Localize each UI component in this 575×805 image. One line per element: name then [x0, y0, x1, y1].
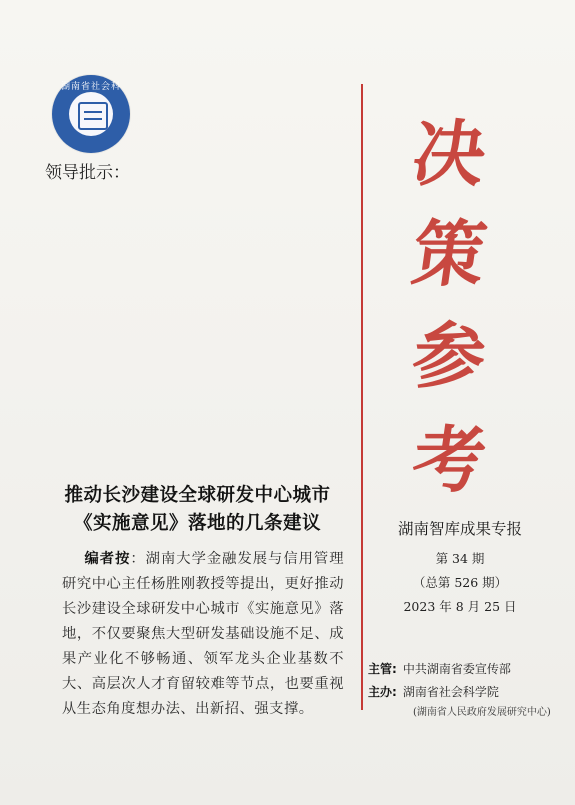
organizer-value: 湖南省社会科学院 — [402, 685, 499, 699]
issue-date: 2023 年 8 月 25 日 — [403, 599, 517, 614]
editor-note-text: ：湖南大学金融发展与信用管理研究中心主任杨胜刚教授等提出，更好推动长沙建设全球研发中心城市《实施意见》落地，不仅要聚焦大型研发基础设施不足、成果产业化不够畅通、领军龙头企业基数不大、高层次人才育留较难等节点，也要重视从生态角度想办法、出新招、强支撑。 — [62, 551, 345, 717]
editor-note — [62, 547, 344, 722]
supervisor-label: 主管: — [368, 662, 397, 676]
organizer-label: 主办: — [368, 685, 397, 699]
organizer-subtitle: (湖南省人民政府发展研究中心) — [413, 707, 551, 718]
supervisor-value: 中共湖南省委宣传部 — [402, 662, 511, 676]
article-title-line2: 《实施意见》落地的几条建议 — [73, 513, 321, 534]
leader-instructions-label: 领导批示： — [45, 163, 130, 183]
issue-number: 第 34 期 — [435, 551, 485, 566]
organizer-row — [368, 683, 568, 700]
brand-char-2: 策 — [407, 211, 492, 296]
brand-char-4: 考 — [407, 417, 492, 502]
editor-note-label: 编者按 — [84, 551, 131, 567]
seal-ring-text: 湖南省社会科 — [60, 82, 121, 92]
total-issue-number: （总第 526 期） — [412, 575, 508, 590]
brand-char-3: 参 — [407, 313, 492, 398]
seal-center — [69, 92, 113, 136]
seal-emblem-icon — [78, 102, 108, 130]
brand-char-1: 决 — [407, 111, 492, 196]
vertical-red-divider — [361, 84, 363, 710]
article-title-line1: 推动长沙建设全球研发中心城市 — [64, 485, 331, 506]
supervisor-row — [368, 660, 568, 677]
series-name: 湖南智库成果专报 — [397, 520, 522, 538]
academy-seal-logo — [52, 75, 130, 153]
